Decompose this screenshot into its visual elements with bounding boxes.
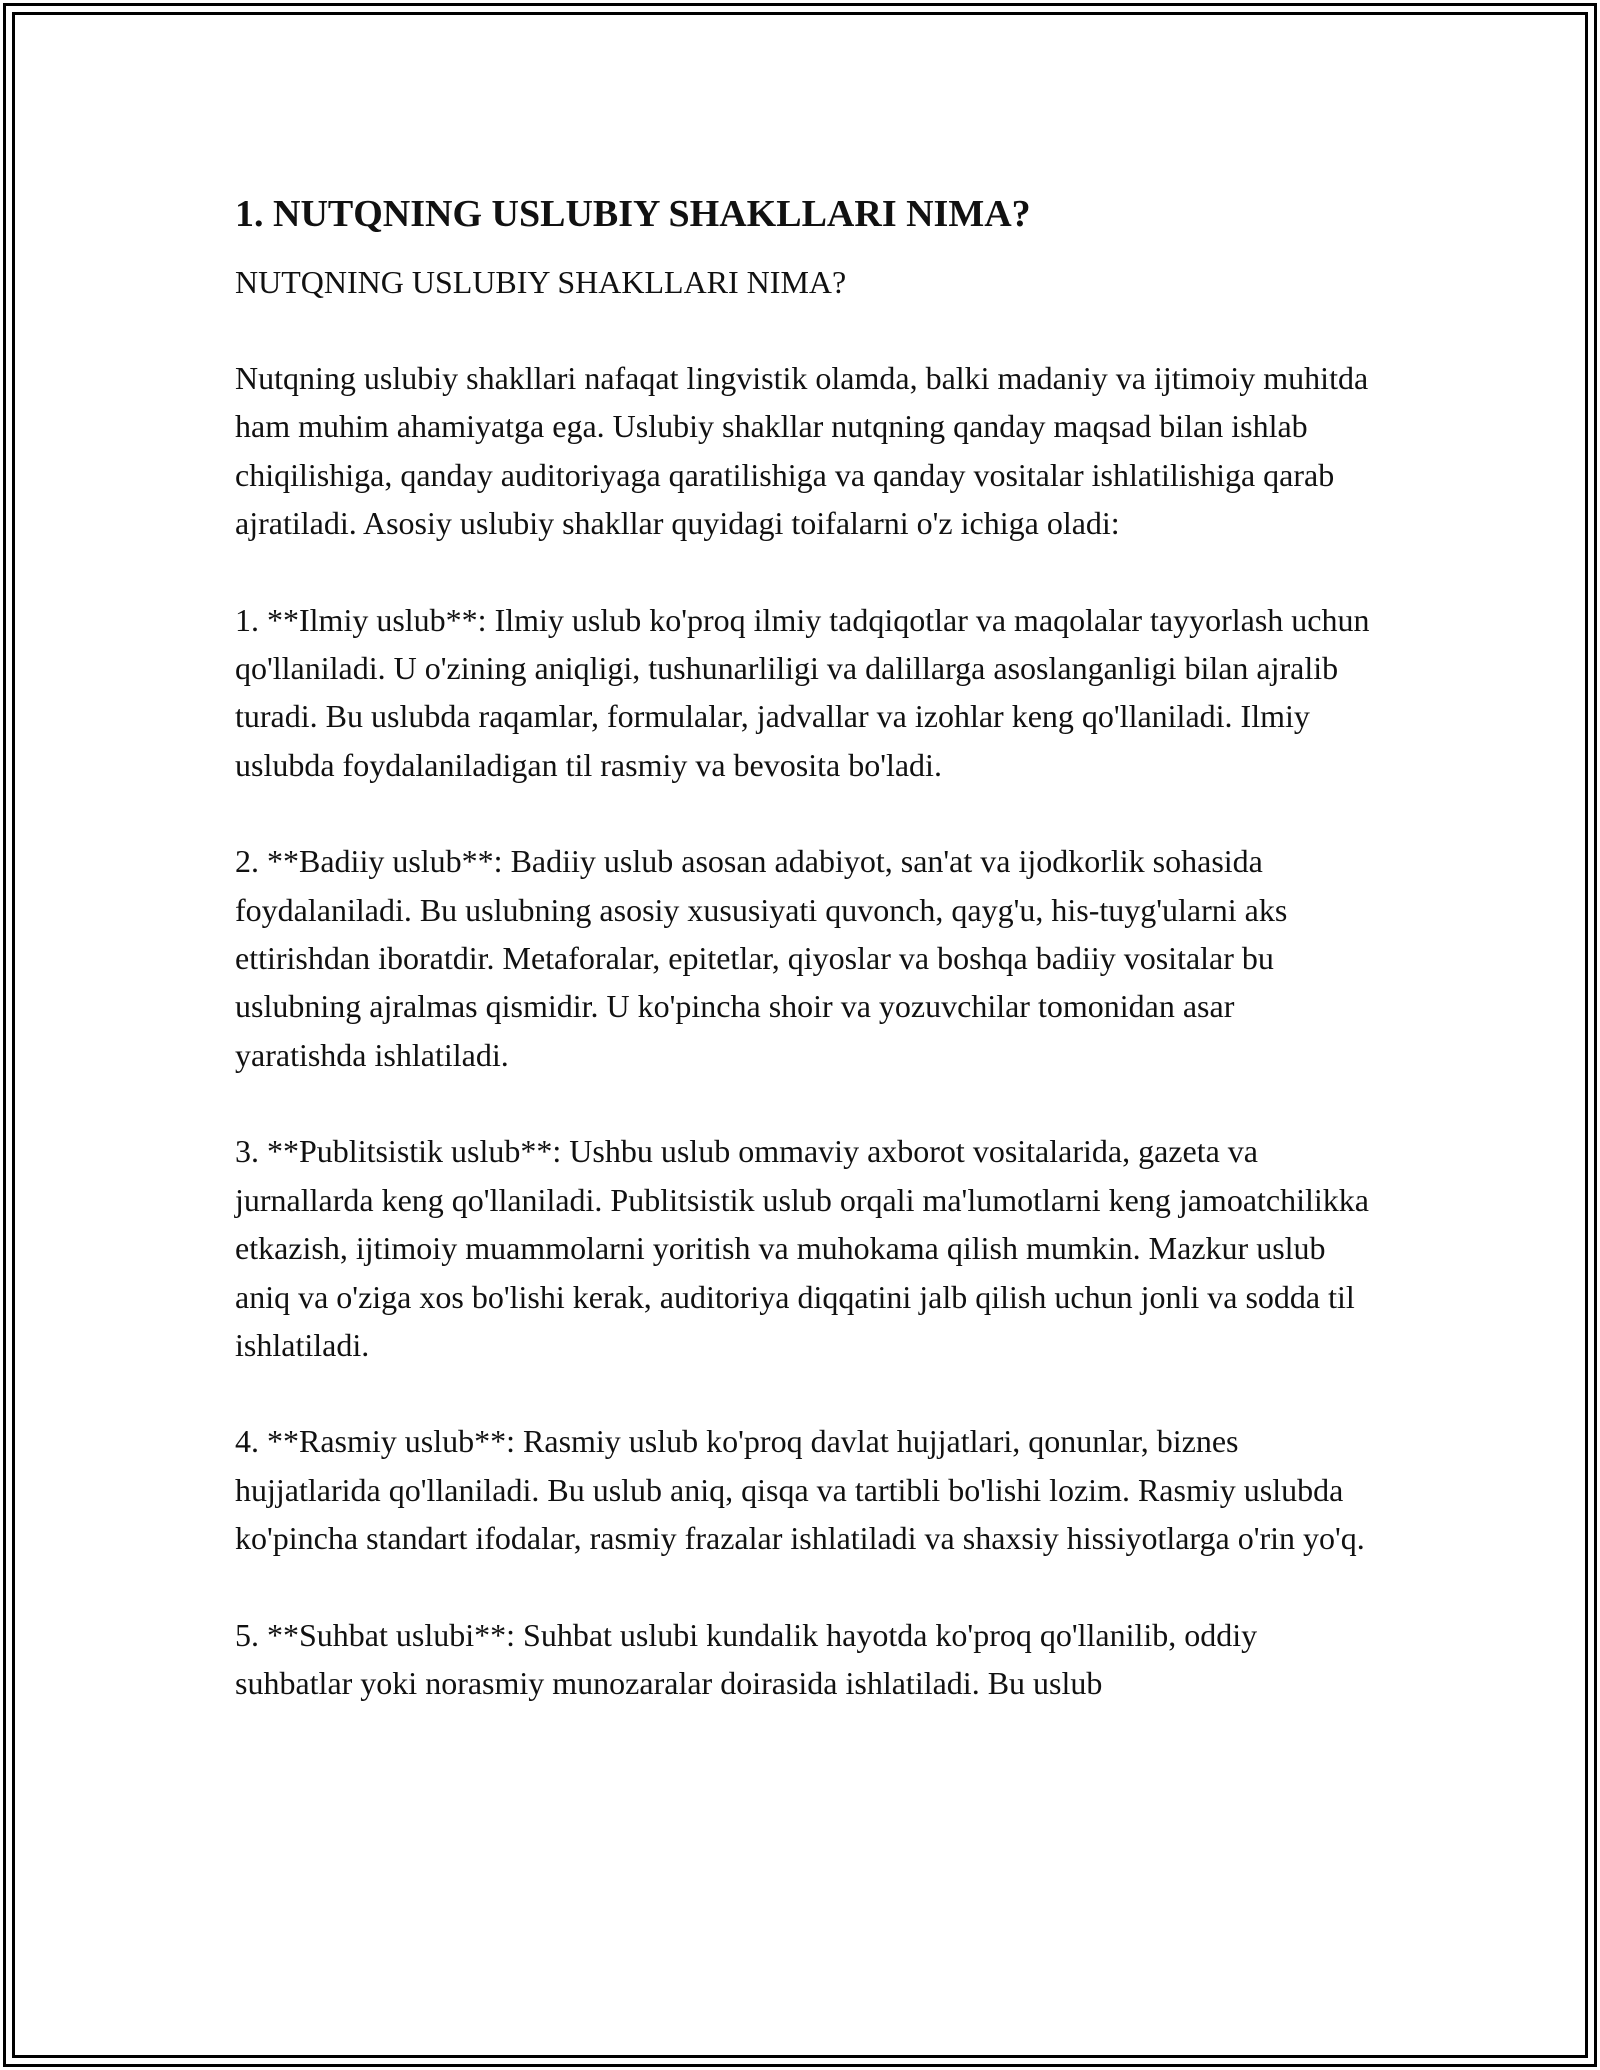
section-subtitle: NUTQNING USLUBIY SHAKLLARI NIMA? bbox=[235, 264, 847, 300]
document-body bbox=[235, 188, 1370, 1707]
paragraph-badiiy-uslub: 2. **Badiiy uslub**: Badiiy uslub asosan adabiyot, san'at va ijodkorlik sohasida foydalaniladi. Bu uslubning asosiy xususiyati quvonch, qayg'u, his-tuyg'ularni aks ettirishdan iboratdir. Metaforalar, epitetlar, qiyoslar va boshqa badiiy vositalar bu uslubning ajralmas qismidir. U ko'pincha shoir va yozuvchilar tomonidan asar yaratishda ishlatiladi. bbox=[235, 843, 1288, 1073]
page-title: 1. NUTQNING USLUBIY SHAKLLARI NIMA? bbox=[235, 193, 1031, 235]
paragraph-rasmiy-uslub: 4. **Rasmiy uslub**: Rasmiy uslub ko'proq davlat hujjatlari, qonunlar, biznes hujjatlarida qo'llaniladi. Bu uslub aniq, qisqa va tartibli bo'lishi lozim. Rasmiy uslubda ko'pincha standart ifodalar, rasmiy frazalar ishlatiladi va shaxsiy hissiyotlarga o'rin yo'q. bbox=[235, 1423, 1365, 1557]
paragraph-publitsistik-uslub: 3. **Publitsistik uslub**: Ushbu uslub ommaviy axborot vositalarida, gazeta va jurnallarda keng qo'llaniladi. Publitsistik uslub orqali ma'lumotlarni keng jamoatchilikka etkazish, ijtimoiy muammolarni yoritish va muhokama qilish mumkin. Mazkur uslub aniq va o'ziga xos bo'lishi kerak, auditoriya diqqatini jalb qilish uchun jonli va sodda til ishlatiladi. bbox=[235, 1133, 1369, 1363]
paragraph-ilmiy-uslub: 1. **Ilmiy uslub**: Ilmiy uslub ko'proq ilmiy tadqiqotlar va maqolalar tayyorlash uchun qo'llaniladi. U o'zining aniqligi, tushunarliligi va dalillarga asoslanganligi bilan ajralib turadi. Bu uslubda raqamlar, formulalar, jadvallar va izohlar keng qo'llaniladi. Ilmiy uslubda foydalaniladigan til rasmiy va bevosita bo'ladi. bbox=[235, 601, 1370, 783]
paragraph-intro: Nutqning uslubiy shakllari nafaqat lingvistik olamda, balki madaniy va ijtimoiy muhitda ham muhim ahamiyatga ega. Uslubiy shakllar nutqning qanday maqsad bilan ishlab chiqilishiga, qanday auditoriyaga qaratilishiga va qanday vositalar ishlatilishiga qarab ajratiladi. Asosiy uslubiy shakllar quyidagi toifalarni o'z ichiga oladi: bbox=[235, 360, 1369, 542]
paragraph-suhbat-uslubi: 5. **Suhbat uslubi**: Suhbat uslubi kundalik hayotda ko'proq qo'llanilib, oddiy suhbatlar yoki norasmiy munozaralar doirasida ishlatiladi. Bu uslub bbox=[235, 1616, 1258, 1701]
